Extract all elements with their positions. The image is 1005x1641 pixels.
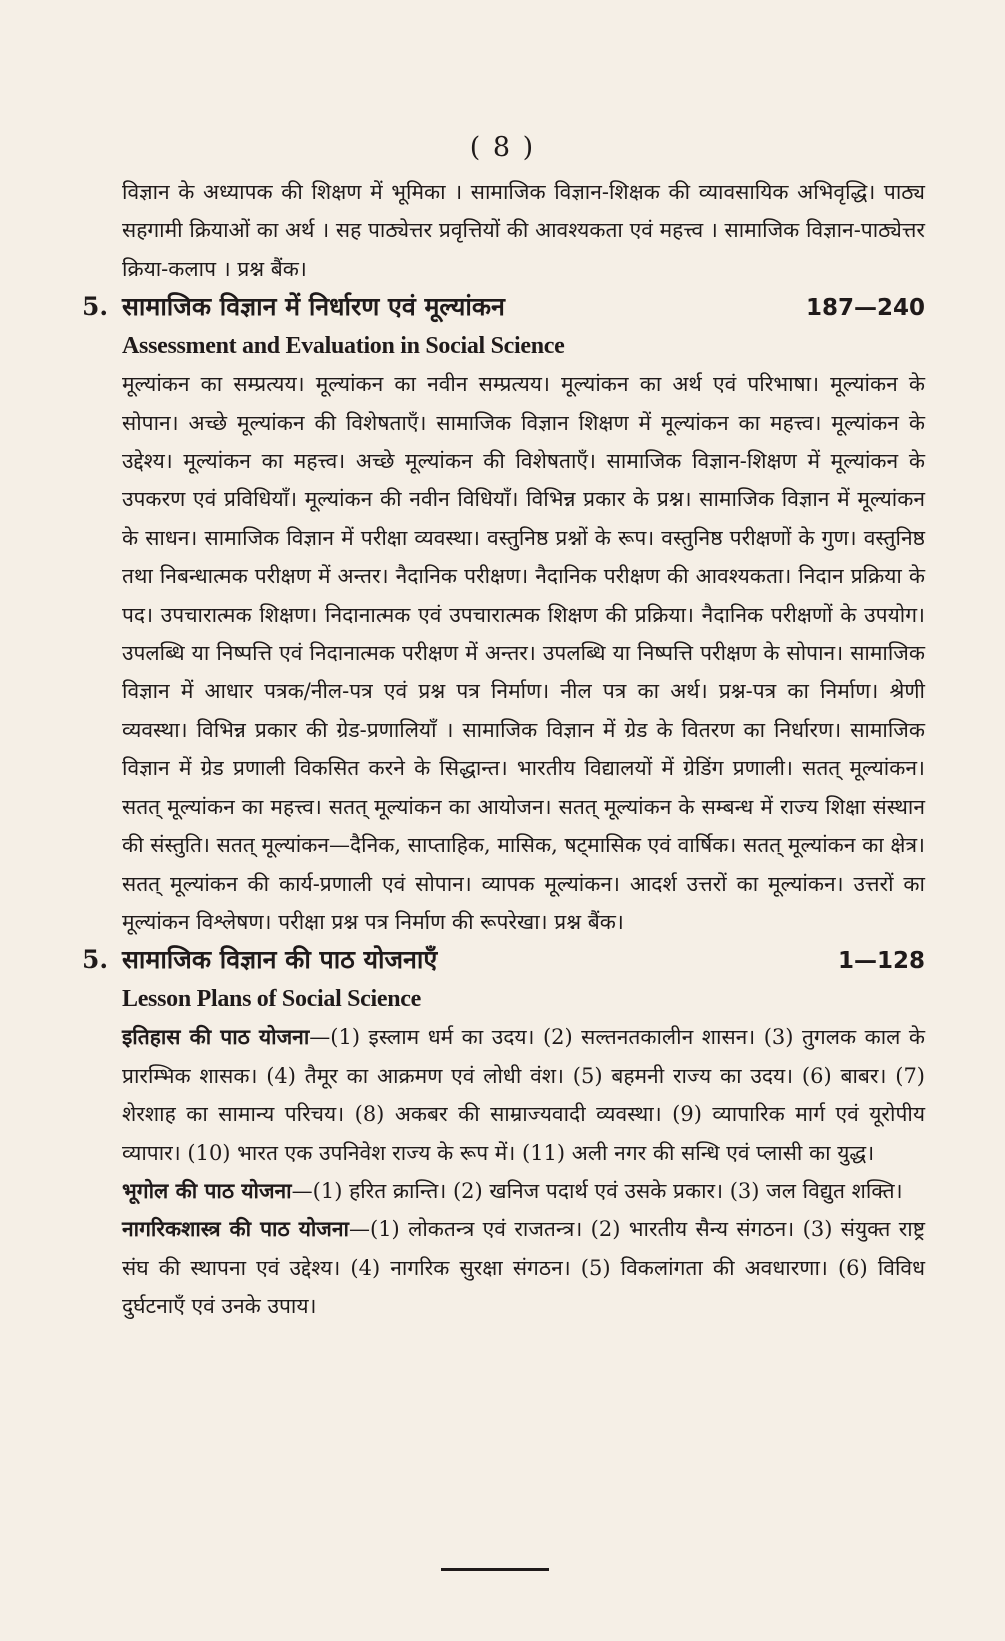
unit-title-english: Assessment and Evaluation in Social Science <box>122 333 565 360</box>
page-number: ( 8 ) <box>469 132 536 163</box>
unit-body: मूल्यांकन का सम्प्रत्यय। मूल्यांकन का नवीन सम्प्रत्यय। मूल्यांकन का अर्थ एवं परिभाषा। मूल्यांकन के सोपान। अच्छे मूल्यांकन की विशेषताएँ। सामाजिक विज्ञान शिक्षण में मूल्यांकन का महत्त्व। मूल्यांकन के उद्देश्य। मूल्यांकन का महत्त्व। अच्छे मूल्यांकन की विशेषताएँ। सामाजिक विज्ञान-शिक्षण में मूल्यांकन के उपकरण एवं प्रविधियाँ। मूल्यांकन की नवीन विधियाँ। विभिन्न प्रकार के प्रश्न। सामाजिक विज्ञान में मूल्यांकन के साधन। सामाजिक विज्ञान में परीक्षा व्यवस्था। वस्तुनिष्ठ प्रश्नों के रूप। वस्तुनिष्ठ परीक्षणों के गुण। वस्तुनिष्ठ तथा निबन्धात्मक परीक्षण में अन्तर। नैदानिक परीक्षण। नैदानिक परीक्षण की आवश्यकता। निदान प्रक्रिया के पद। उपचारात्मक शिक्षण। निदानात्मक एवं उपचारात्मक शिक्षण की प्रक्रिया। नैदानिक परीक्षणों के उपयोग। उपलब्धि या निष्पत्ति एवं निदानात्मक परीक्षण में अन्तर। उपलब्धि या निष्पत्ति परीक्षण के सोपान। सामाजिक विज्ञान में आधार पत्रक/नील-पत्र एवं प्रश्न पत्र निर्माण। नील पत्र का अर्थ। प्रश्न-पत्र का निर्माण। श्रेणी व्यवस्था। विभिन्न प्रकार की ग्रेड-प्रणालियाँ । सामाजिक विज्ञान में ग्रेड के वितरण का निर्धारण। सामाजिक विज्ञान में ग्रेड प्रणाली विकसित करने के सिद्धान्त। भारतीय विद्यालयों में ग्रेडिंग प्रणाली। सतत् मूल्यांकन। सतत् मूल्यांकन का महत्त्व। सतत् मूल्यांकन का आयोजन। सतत् मूल्यांकन के सम्बन्ध में राज्य शिक्षा संस्थान की संस्तुति। सतत् मूल्यांकन—दैनिक, साप्ताहिक, मासिक, षट्मासिक एवं वार्षिक। सतत् मूल्यांकन का क्षेत्र। सतत् मूल्यांकन की कार्य-प्रणाली एवं सोपान। व्यापक मूल्यांकन। आदर्श उत्तरों का मूल्यांकन। उत्तरों का मूल्यांकन विश्लेषण। परीक्षा प्रश्न पत्र निर्माण की रूपरेखा। प्रश्न बैंक। <box>122 372 925 934</box>
section-text: —(1) हरित क्रान्ति। (2) खनिज पदार्थ एवं उसके प्रकार। (3) जल विद्युत शक्ति। <box>291 1178 903 1203</box>
section-label: इतिहास की पाठ योजना <box>122 1024 310 1050</box>
unit-number: 5. <box>82 945 109 975</box>
unit-title-hindi: सामाजिक विज्ञान में निर्धारण एवं मूल्यांकन <box>122 292 505 322</box>
unit-number: 5. <box>82 292 109 322</box>
unit-heading <box>82 941 925 980</box>
unit-title-english: Lesson Plans of Social Science <box>122 986 422 1013</box>
unit-lesson-plans <box>82 941 926 1325</box>
unit-heading <box>82 288 925 327</box>
geography-lesson-plan <box>122 1172 925 1210</box>
intro-paragraph: विज्ञान के अध्यापक की शिक्षण में भूमिका । सामाजिक विज्ञान-शिक्षक की व्यावसायिक अभिवृद्धि। पाठ्य सहगामी क्रियाओं का अर्थ । सह पाठ्येत्तर प्रवृत्तियों की आवश्यकता एवं महत्त्व । सामाजिक विज्ञान-पाठ्येत्तर क्रिया-कलाप । प्रश्न बैंक। <box>122 180 925 281</box>
contents-body <box>82 173 926 1326</box>
section-label: भूगोल की पाठ योजना <box>122 1177 292 1203</box>
section-text: —(1) इस्लाम धर्म का उदय। (2) सल्तनतकालीन शासन। (3) तुगलक काल के प्रारम्भिक शासक। (4) तैमूर का आक्रमण एवं लोधी वंश। (5) बहमनी राज्य का उदय। (6) बाबर। (7) शेरशाह का सामान्य परिचय। (8) अकबर की साम्राज्यवादी व्यवस्था। (9) व्यापारिक मार्ग एवं यूरोपीय व्यापार। (10) भारत एक उपनिवेश राज्य के रूप में। (11) अली नगर की सन्धि एवं प्लासी का युद्ध। <box>122 1025 925 1165</box>
civics-lesson-plan <box>122 1210 925 1325</box>
history-lesson-plan <box>122 1018 925 1172</box>
unit-title-hindi: सामाजिक विज्ञान की पाठ योजनाएँ <box>122 945 438 975</box>
end-divider <box>441 1568 549 1571</box>
unit-assessment <box>82 288 925 941</box>
unit-page-range: 1—128 <box>837 948 925 975</box>
section-text: —(1) लोकतन्त्र एवं राजतन्त्र। (2) भारतीय सैन्य संगठन। (3) संयुक्त राष्ट्र संघ की स्थापना एवं उद्देश्य। (4) नागरिक सुरक्षा संगठन। (5) विकलांगता की अवधारणा। (6) विविध दुर्घटनाएँ एवं उनके उपाय। <box>122 1217 926 1319</box>
unit-page-range: 187—240 <box>805 295 925 322</box>
section-label: नागरिकशास्त्र की पाठ योजना <box>122 1216 349 1242</box>
